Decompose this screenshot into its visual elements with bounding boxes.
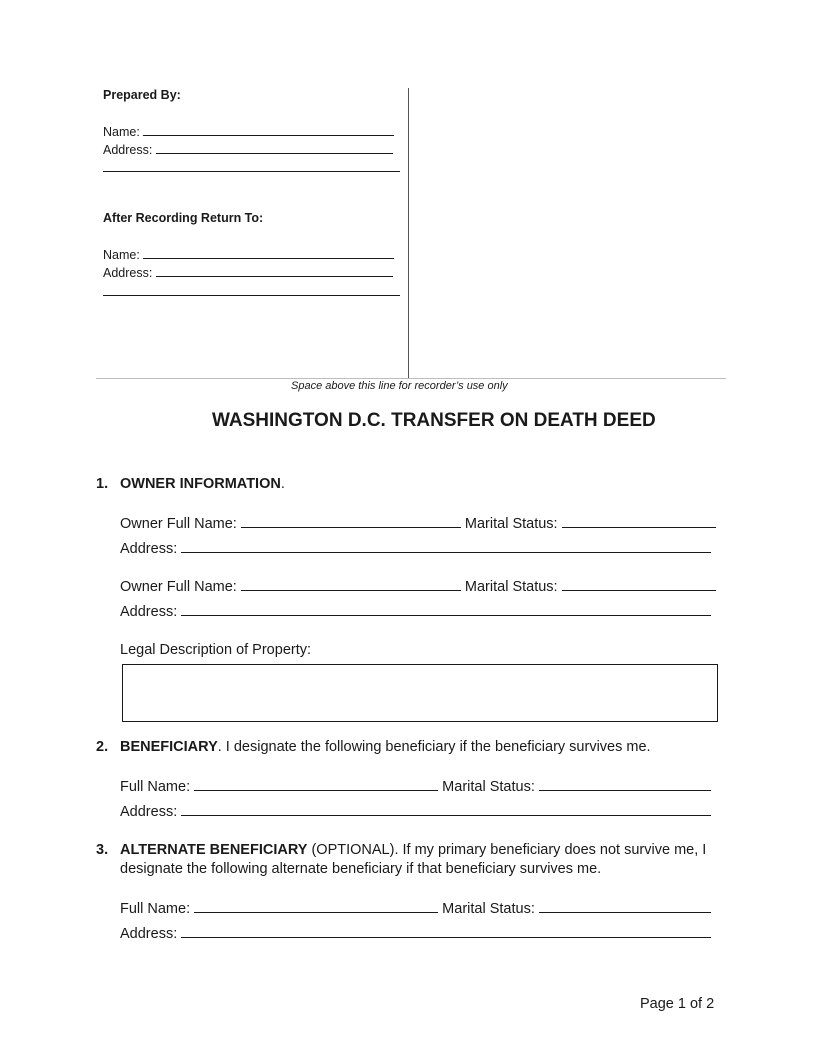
return-name-field[interactable] (143, 246, 394, 259)
section3-text-line1: (OPTIONAL). If my primary beneficiary does not survive me, I (307, 842, 707, 858)
beneficiary-address-field[interactable] (181, 803, 711, 816)
alternate-marital-field[interactable] (539, 900, 711, 913)
owner1-name-field[interactable] (241, 515, 461, 528)
owner2-address-field[interactable] (181, 603, 711, 616)
prepared-name-label: Name: (103, 125, 140, 139)
beneficiary-name-row (120, 778, 711, 795)
title-part1: WASHINGTON D.C. (212, 410, 386, 431)
section1-heading-suffix: . (280, 476, 285, 492)
owner1-marital-field[interactable] (562, 515, 716, 528)
owner1-address-row (120, 540, 711, 557)
owner1-name-row (120, 515, 716, 532)
owner1-address-label: Address: (120, 541, 178, 557)
beneficiary-name-label: Full Name: (120, 779, 191, 795)
alternate-name-row (120, 900, 711, 917)
section3-text-line2: designate the following alternate beneficiary if that beneficiary survives me. (120, 861, 602, 877)
section3-heading: ALTERNATE BENEFICIARY (120, 842, 308, 858)
section1-heading-row (96, 476, 285, 492)
section2-heading: BENEFICIARY (120, 739, 218, 755)
return-name-label: Name: (103, 248, 140, 262)
owner1-name-label: Owner Full Name: (120, 516, 237, 532)
owner1-marital-label: Marital Status: (464, 516, 558, 532)
title-part2: TRANSFER ON DEATH DEED (391, 410, 656, 431)
legal-description-label: Legal Description of Property: (120, 642, 312, 658)
alternate-address-row (120, 925, 711, 942)
alternate-name-field[interactable] (194, 900, 438, 913)
prepared-name-field[interactable] (143, 123, 394, 136)
beneficiary-marital-label: Marital Status: (442, 779, 535, 795)
alternate-marital-label: Marital Status: (442, 901, 535, 917)
recorder-box-divider (408, 88, 409, 378)
recorder-note: Space above this line for recorder’s use only (291, 380, 508, 392)
beneficiary-marital-field[interactable] (539, 778, 711, 791)
owner2-address-row (120, 603, 711, 620)
alternate-address-label: Address: (120, 926, 178, 942)
owner2-name-field[interactable] (241, 578, 461, 591)
owner2-name-label: Owner Full Name: (120, 579, 237, 595)
section2-number: 2. (96, 739, 109, 755)
page-number: Page 1 of 2 (640, 996, 715, 1012)
owner2-marital-field[interactable] (562, 578, 716, 591)
owner2-marital-label: Marital Status: (464, 579, 558, 595)
return-address-row (103, 264, 393, 280)
section3-number: 3. (96, 842, 109, 858)
return-address-label: Address: (103, 266, 153, 280)
prepared-name-row (103, 123, 394, 139)
return-name-row (103, 246, 394, 262)
legal-description-box[interactable] (122, 664, 718, 722)
prepared-by-heading: Prepared By: (103, 88, 181, 102)
return-address-line2[interactable] (103, 295, 400, 296)
prepared-address-field[interactable] (156, 141, 393, 154)
prepared-address-label: Address: (103, 143, 153, 157)
section1-number: 1. (96, 476, 109, 492)
owner2-name-row (120, 578, 716, 595)
section2-heading-row (96, 739, 651, 755)
section3-heading-row (96, 842, 706, 858)
section1-heading: OWNER INFORMATION (120, 476, 281, 492)
beneficiary-address-row (120, 803, 711, 820)
owner2-address-label: Address: (120, 604, 178, 620)
beneficiary-name-field[interactable] (194, 778, 438, 791)
alternate-name-label: Full Name: (120, 901, 191, 917)
owner1-address-field[interactable] (181, 540, 711, 553)
prepared-address-line2[interactable] (103, 171, 400, 172)
recorder-line (96, 378, 726, 379)
page-title (212, 410, 656, 432)
return-address-field[interactable] (156, 264, 393, 277)
return-heading: After Recording Return To: (103, 211, 264, 225)
prepared-address-row (103, 141, 393, 157)
section2-text: . I designate the following beneficiary if the beneficiary survives me. (217, 739, 651, 755)
beneficiary-address-label: Address: (120, 804, 178, 820)
alternate-address-field[interactable] (181, 925, 711, 938)
